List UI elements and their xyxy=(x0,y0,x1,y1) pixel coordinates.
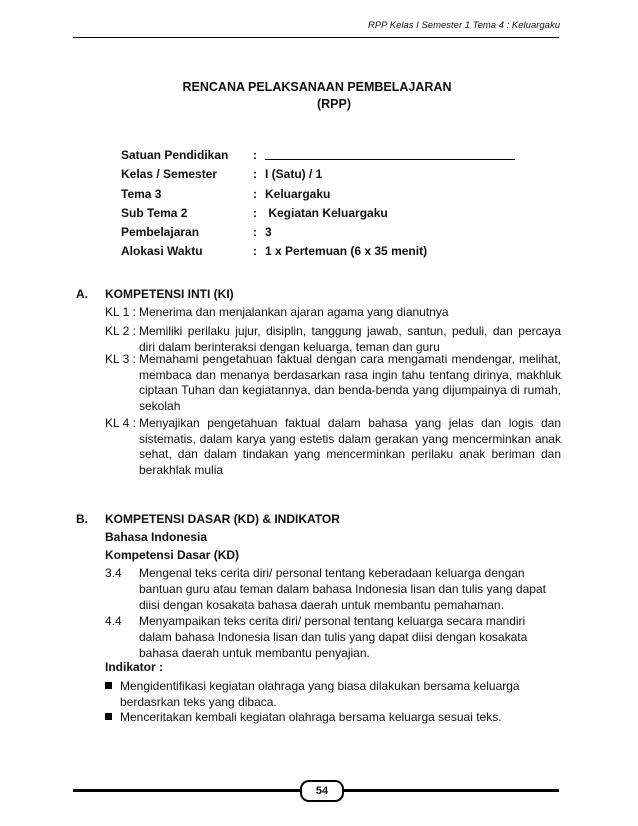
ki-item xyxy=(105,352,561,414)
info-value: Kegiatan Keluargaku xyxy=(265,205,388,220)
page-number: 54 xyxy=(300,780,344,802)
section-title: KOMPETENSI INTI (KI) xyxy=(105,287,234,301)
ki-item xyxy=(105,305,561,321)
indicator-text: Menceritakan kembali kegiatan olahraga bersama keluarga sesuai teks. xyxy=(120,710,502,724)
title-line-1: RENCANA PELAKSANAAN PEMBELAJARAN xyxy=(182,80,452,94)
info-row xyxy=(121,206,515,225)
title-line-2: (RPP) xyxy=(316,97,352,111)
ki-text: Menyajikan pengetahuan faktual dalam bahasa yang jelas dan logis dan sistematis, dalam karya yang estetis dalam gerakan yang mencerminkan anak sehat, dan dalam tindakan yang mencerminkan perilaku anak beriman dan berakhlak mulia xyxy=(139,416,561,477)
info-row xyxy=(121,225,515,244)
info-value: Keluargaku xyxy=(265,186,331,201)
info-value: 3 xyxy=(265,225,272,240)
section-letter: B. xyxy=(76,512,88,526)
square-bullet-icon xyxy=(105,678,120,710)
kd-text: Mengenal teks cerita diri/ personal tentang keberadaan keluarga dengan bantuan guru atau teman dalam bahasa Indonesia lisan dan tulis yang dapat diisi dengan kosakata bahasa daerah untuk membantu pemahaman. xyxy=(139,566,546,612)
info-row xyxy=(121,167,515,186)
document-title xyxy=(0,79,638,113)
section-letter: A. xyxy=(76,287,88,301)
identity-table xyxy=(121,148,515,264)
kd-heading: Kompetensi Dasar (KD) xyxy=(105,548,240,562)
info-label: Tema 3 xyxy=(121,186,162,201)
subject-heading: Bahasa Indonesia xyxy=(105,530,208,544)
info-colon: : xyxy=(253,205,257,220)
section-a-heading xyxy=(76,287,234,301)
info-value xyxy=(265,148,515,167)
info-row xyxy=(121,187,515,206)
info-row xyxy=(121,244,515,263)
info-label: Kelas / Semester xyxy=(121,167,218,182)
info-colon: : xyxy=(253,225,257,240)
ki-code: KL 2 : xyxy=(105,324,136,338)
info-label: Sub Tema 2 xyxy=(121,205,188,220)
info-colon: : xyxy=(253,167,257,182)
info-colon: : xyxy=(253,148,257,162)
indicator-item xyxy=(105,678,560,710)
ki-text: Menerima dan menjalankan ajaran agama yang dianutnya xyxy=(139,305,449,319)
header-rule xyxy=(73,37,559,38)
kd-item xyxy=(105,565,560,613)
ki-item xyxy=(105,416,561,478)
kd-text: Menyampaikan teks cerita diri/ personal tentang keluarga secara mandiri dalam bahasa Indonesia lisan dan tulis yang dapat diisi dengan kosakata bahasa daerah untuk membantu penyajian. xyxy=(139,614,528,660)
info-label: Pembelajaran xyxy=(121,225,200,240)
ki-code: KL 1 : xyxy=(105,305,136,319)
square-bullet-icon xyxy=(105,709,120,725)
kd-item xyxy=(105,613,560,661)
info-colon: : xyxy=(253,244,257,259)
ki-item xyxy=(105,324,561,355)
section-title: KOMPETENSI DASAR (KD) & INDIKATOR xyxy=(105,512,340,526)
indicator-text: Mengidentifikasi kegiatan olahraga yang biasa dilakukan bersama keluarga berdasrkan teks yang dibaca. xyxy=(120,679,520,709)
info-label: Satuan Pendidikan xyxy=(121,148,229,162)
info-row xyxy=(121,148,515,167)
info-label: Alokasi Waktu xyxy=(121,244,203,259)
indicator-item xyxy=(105,709,560,725)
info-value: 1 x Pertemuan (6 x 35 menit) xyxy=(265,244,428,259)
ki-text: Memahami pengetahuan faktual dengan cara mengamati mendengar, melihat, membaca dan menanya berdasarkan rasa ingin tahu tentang dirinya, makhluk ciptaan Tuhan dan kegiatannya, dan benda-benda yang dijumpainya di rumah, sekolah xyxy=(139,352,561,413)
indicator-heading: Indikator : xyxy=(105,660,164,674)
section-b-heading xyxy=(76,512,340,526)
ki-code: KL 3 : xyxy=(105,352,136,366)
blank-fill-line xyxy=(265,148,515,160)
info-value: I (Satu) / 1 xyxy=(265,167,323,182)
running-header: RPP Kelas I Semester 1 Tema 4 : Keluargaku xyxy=(367,20,560,31)
ki-code: KL 4 : xyxy=(105,416,136,430)
kd-number: 3.4 xyxy=(105,566,122,580)
ki-text: Memiliki perilaku jujur, disiplin, tanggung jawab, santun, peduli, dan percaya diri dalam berinteraksi dengan keluarga, teman dan guru xyxy=(139,324,561,354)
info-colon: : xyxy=(253,186,257,201)
kd-number: 4.4 xyxy=(105,614,122,628)
